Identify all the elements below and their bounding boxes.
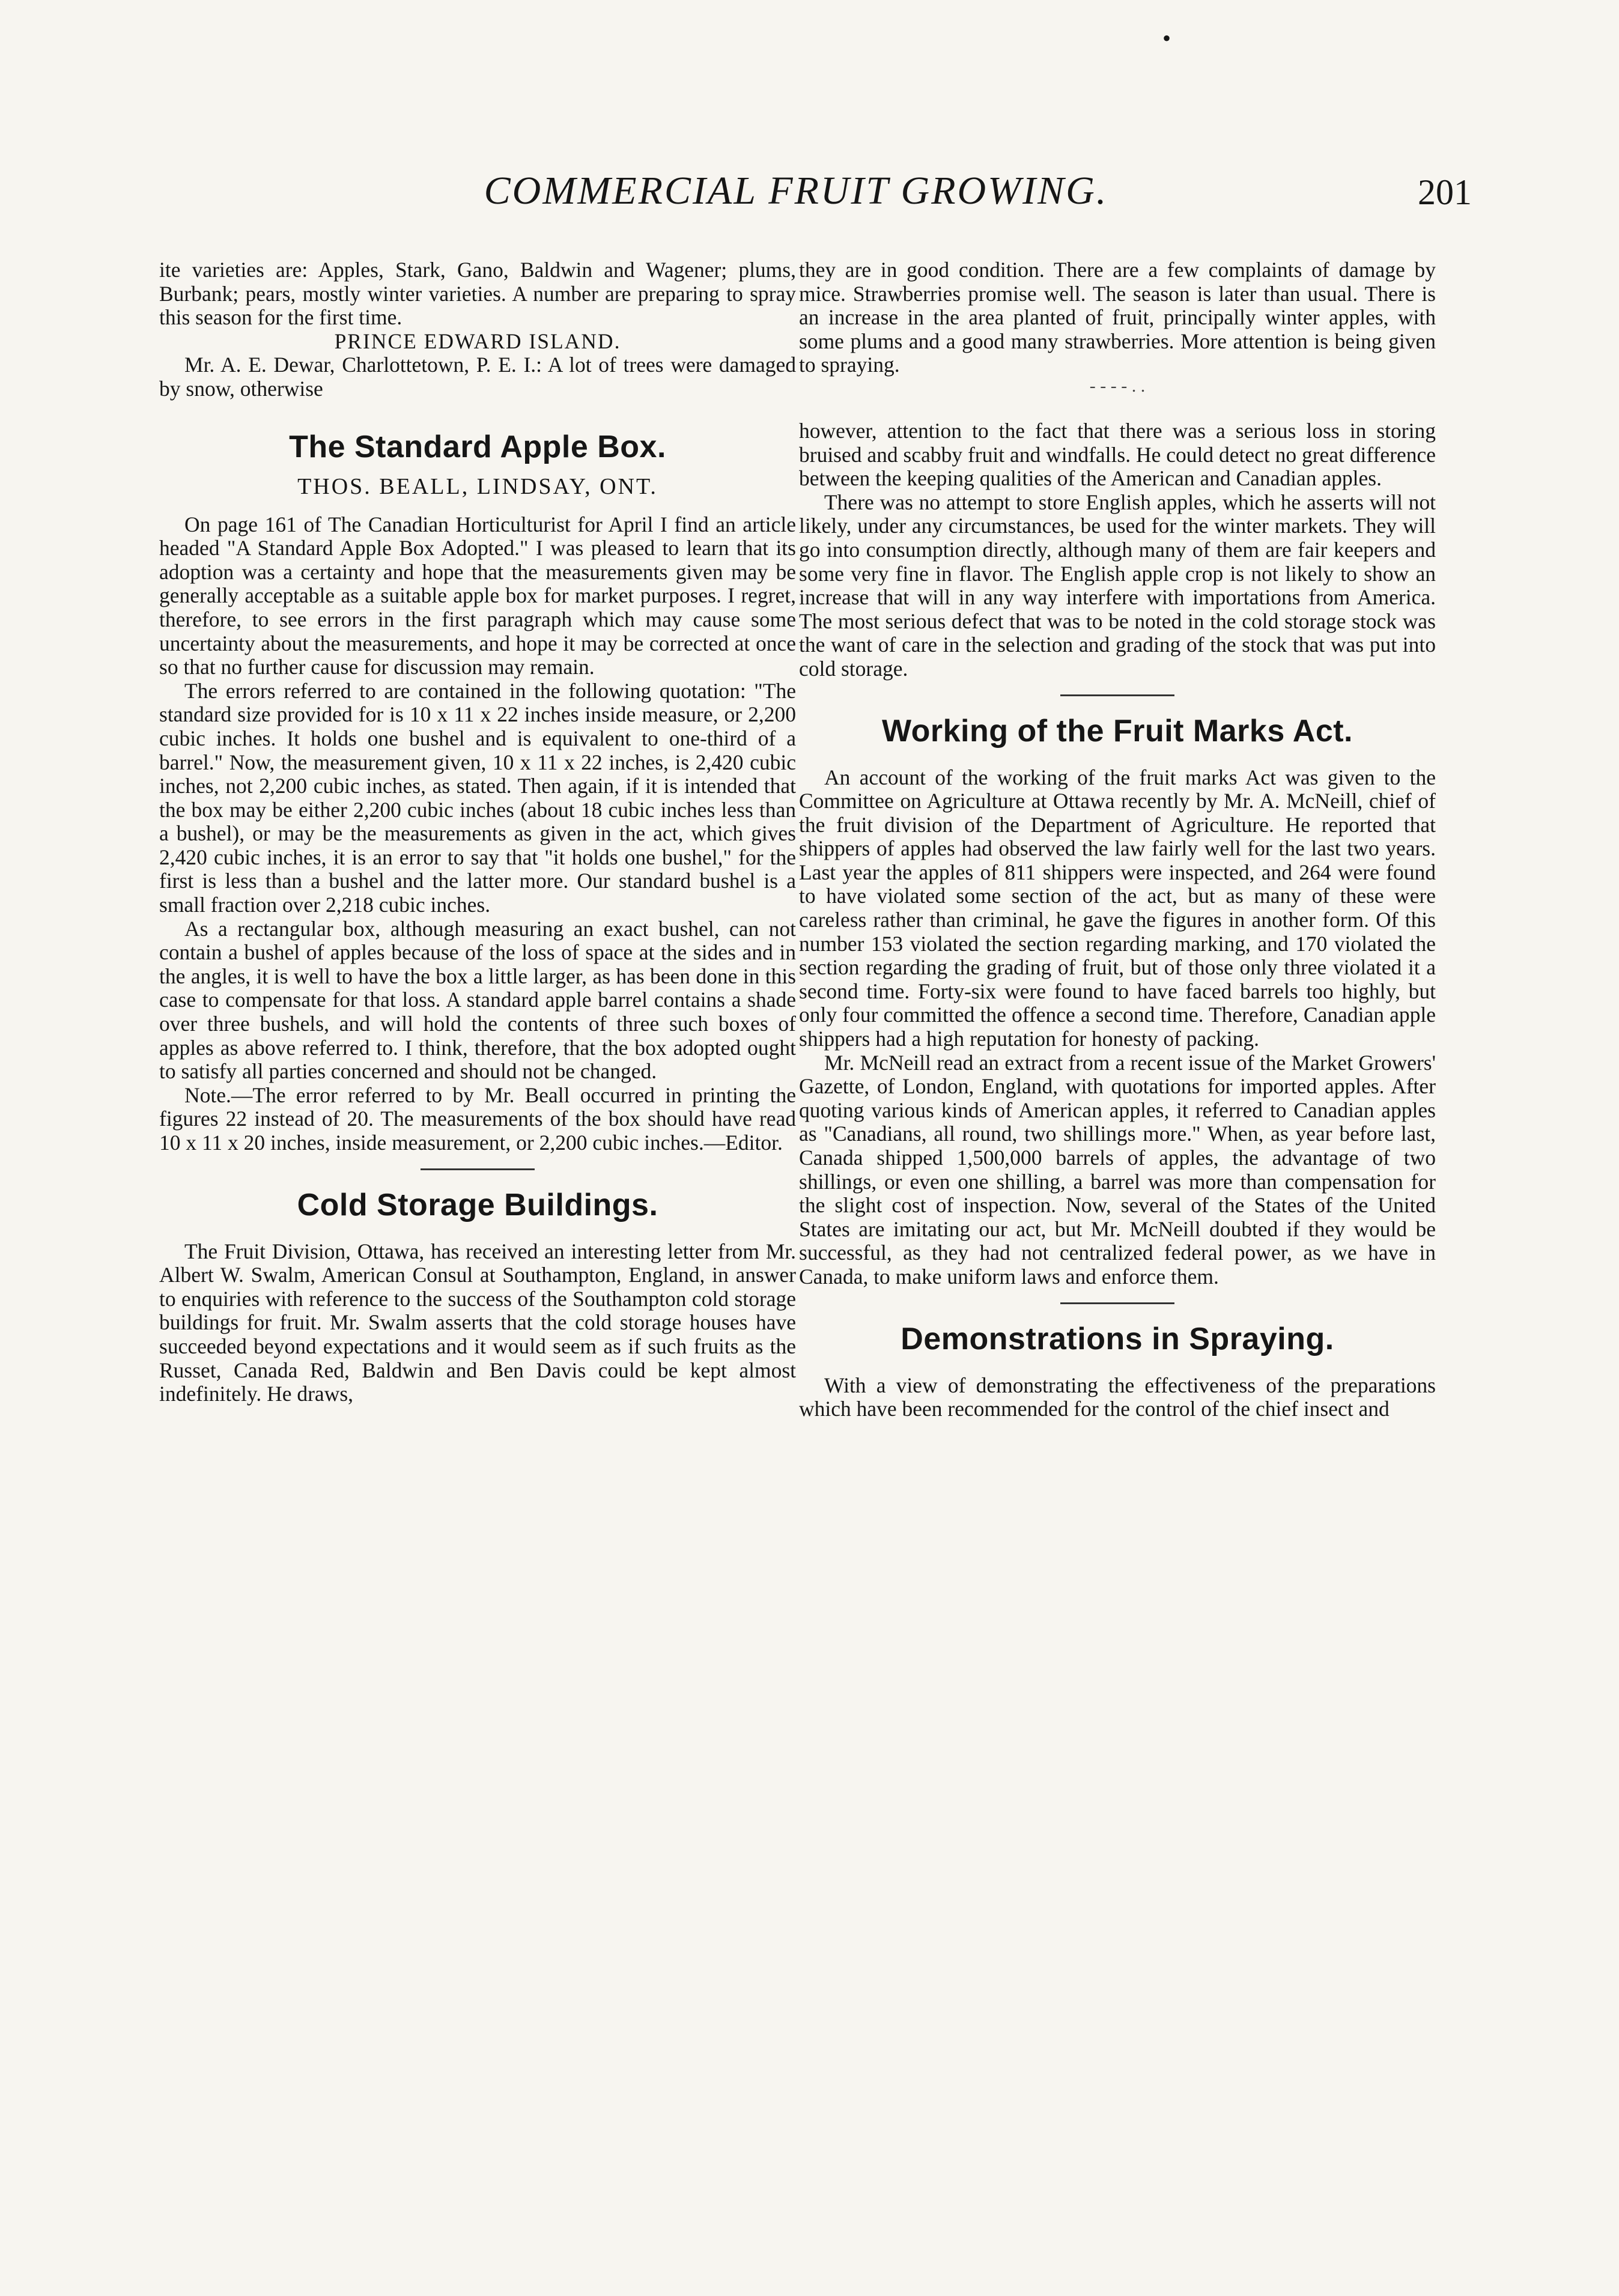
article-paragraph: On page 161 of The Canadian Horticulturist for April I find an article headed "A Standard Apple Box Adopted." I was pleased to learn that its adoption was a certainty and hope that the measurements given may be generally acceptable as a suitable apple box for market purposes. I regret, therefore, to see errors in the first paragraph which may cause some uncertainty about the measurements, and hope it may be corrected at once so that no further cause for discussion may remain. [159, 512, 796, 679]
editor-note: Note.—The error referred to by Mr. Beall occurred in printing the figures 22 instead of 20. The measurements of the box should have read 10 x 11 x 20 inches, inside measurement, or 2,200 cubic inches.—Editor. [159, 1083, 796, 1155]
article-title: Cold Storage Buildings. [297, 1187, 658, 1222]
region-heading: PRINCE EDWARD ISLAND. [334, 329, 621, 353]
cold-storage-continued: There was no attempt to store English apples, which he asserts will not likely, under any circumstances, be used for the winter markets. They will go into consumption directly, although many of them are fair keepers and some very fine in flavor. The English apple crop is not likely to show an increase that will in any way interfere with importations from America. The most serious defect that was to be noted in the cold storage stock was the want of care in the selection and grading of the stock that was put into cold storage. [799, 490, 1436, 681]
article-title: Working of the Fruit Marks Act. [882, 713, 1353, 749]
running-head [120, 168, 1472, 216]
article-paragraph: The Fruit Division, Ottawa, has received an interesting letter from Mr. Albert W. Swalm, American Consul at Southampton, England, in answer to enquiries with reference to the success of the Southampton cold storage buildings for fruit. Mr. Swalm asserts that the cold storage houses have succeeded beyond expectations and it would seem as if such fruits as the Russet, Canada Red, Baldwin and Ben Davis could be kept almost indefinitely. He draws, [159, 1239, 796, 1406]
article-paragraph: Mr. McNeill read an extract from a recent issue of the Market Growers' Gazette, of London, England, with quotations for imported apples. After quoting various kinds of American apples, it referred to Canadian apples as "Canadians, all round, two shillings more." When, as year before last, Canada shipped 1,500,000 barrels of apples, the advantage of two shillings, or even one shilling, a barrel was more than compensation for the slight cost of inspection. Now, several of the States of the United States are imitating our act, but Mr. McNeill doubted if they would be successful, as they had not centralized federal power, as we have in Canada, to make uniform laws and enforce them. [799, 1050, 1436, 1289]
article-paragraph: An account of the working of the fruit marks Act was given to the Committee on Agriculture at Ottawa recently by Mr. A. McNeill, chief of the fruit division of the Department of Agriculture. He reported that shippers of apples had observed the law fairly well for the last two years. Last year the apples of 811 shippers were inspected, and 264 were found to have violated some section of the act, but as many of these were careless rather than criminal, he gave the figures in another form. Of this number 153 violated the section regarding marking, and 170 violated the section regarding the grading of fruit, but of those only three violated it a second time. Forty-six were found to have faced barrels too highly, but only four committed the offence a second time. Therefore, Canadian apple shippers had a high reputation for honesty of packing. [799, 765, 1436, 1051]
article-fruit-marks-act [799, 709, 1436, 1289]
article-paragraph: As a rectangular box, although measuring an exact bushel, can not contain a bushel of apples because of the loss of space at the sides and in the angles, it is well to have the box a little larger, as has been done in this case to compensate for that loss. A standard apple barrel contains a shade over three bushels, and will hold the contents of three such boxes of apples as above referred to. I think, therefore, that the box adopted ought to satisfy all parties concerned and should not be changed. [159, 916, 796, 1084]
running-title: COMMERCIAL FRUIT GROWING. [484, 169, 1108, 213]
left-column [159, 258, 796, 1406]
article-standard-apple-box [159, 425, 796, 1155]
article-cold-storage [159, 1183, 796, 1406]
article-paragraph: With a view of demonstrating the effectiveness of the preparations which have been recommended for the control of the chief insect and [799, 1373, 1436, 1421]
pei-report: Mr. A. E. Dewar, Charlottetown, P. E. I.: A lot of trees were damaged by snow, otherwise [159, 353, 796, 401]
top-paragraph: they are in good condition. There are a few complaints of damage by mice. Strawberries promise well. The season is later than usual. There is an increase in the area planted of fruit, principally winter apples, with some plums and a good many strawberries. More attention is being given to spraying. [799, 258, 1436, 377]
intro-paragraph: ite varieties are: Apples, Stark, Gano, Baldwin and Wagener; plums, Burbank; pears, mostly winter varieties. A number are preparing to spray this season for the first time. [159, 258, 796, 330]
article-byline: THOS. BEALL, LINDSAY, ONT. [297, 473, 658, 499]
page-number: 201 [1418, 172, 1472, 212]
stray-mark: • [1162, 25, 1171, 52]
article-paragraph: The errors referred to are contained in the following quotation: "The standard size provided for is 10 x 11 x 22 inches inside measure, or 2,200 cubic inches. It holds one bushel and is equivalent to one-third of a barrel." Now, the measurement given, 10 x 11 x 22 inches, is 2,420 cubic inches, not 2,200 cubic inches, as stated. Then again, if it is intended that the box may be either 2,200 cubic inches (about 18 cubic inches less than a bushel), or may be the measurements as given in the act, which gives 2,420 cubic inches, it is an error to say that "it holds one bushel," for the first is less than a bushel and the latter more. Our standard bushel is a small fraction over 2,218 cubic inches. [159, 678, 796, 917]
right-column [799, 258, 1436, 1421]
cold-storage-continued: however, attention to the fact that there was a serious loss in storing bruised and scabby fruit and windfalls. He could detect no great difference between the keeping qualities of the American and Canadian apples. [799, 418, 1436, 491]
separator: - - - - . . [1089, 375, 1146, 396]
article-spraying [799, 1317, 1436, 1421]
article-title: The Standard Apple Box. [289, 429, 666, 464]
article-title: Demonstrations in Spraying. [901, 1321, 1334, 1356]
